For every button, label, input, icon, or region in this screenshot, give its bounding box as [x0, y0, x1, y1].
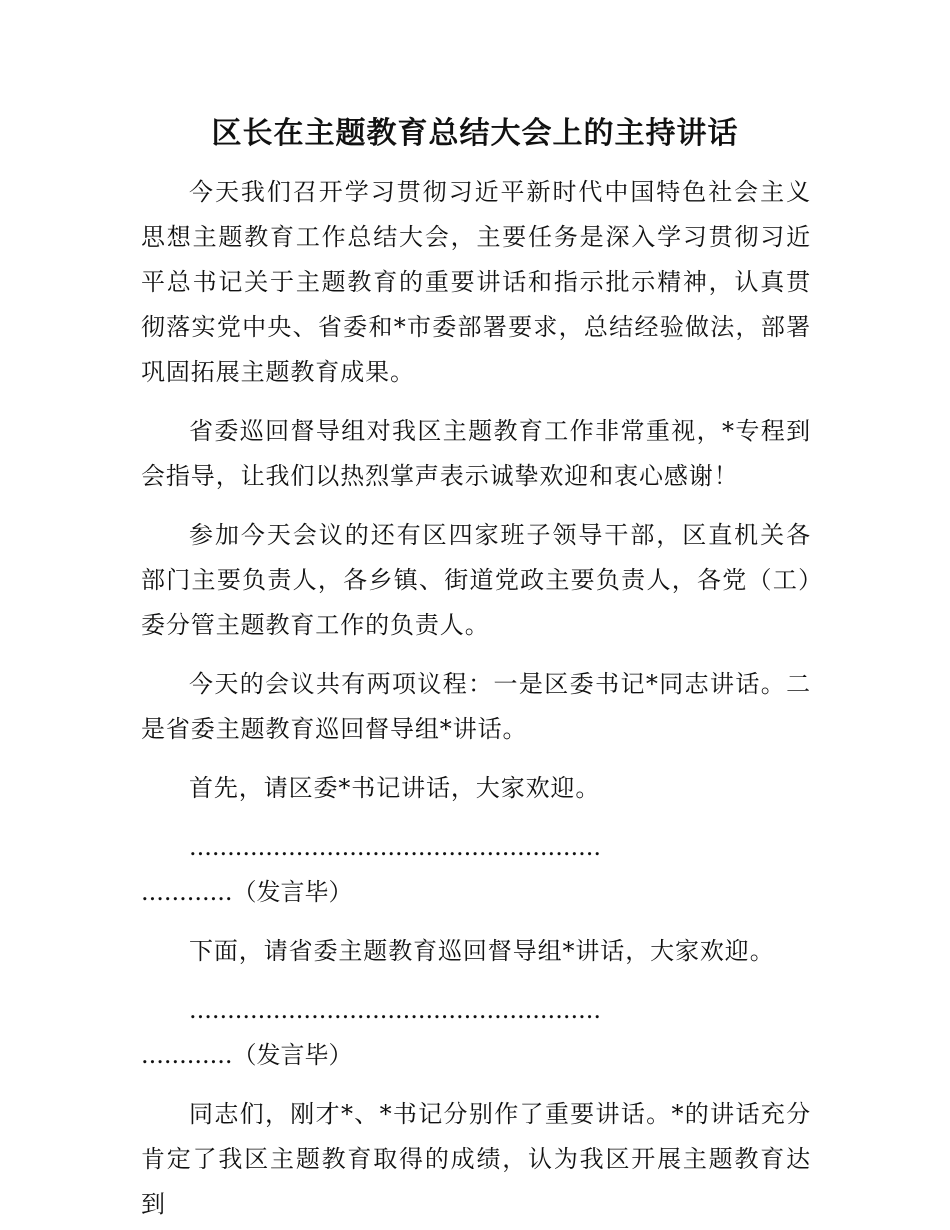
speech-end-note: ............（发言毕）: [141, 878, 353, 906]
document-body: [141, 170, 811, 1227]
speech-placeholder-1: [141, 825, 811, 915]
document-title: 区长在主题教育总结大会上的主持讲话: [211, 116, 739, 151]
speech-end-note: ............（发言毕）: [141, 1041, 353, 1069]
paragraph-second-speaker: 下面，请省委主题教育巡回督导组*讲话，大家欢迎。: [189, 937, 775, 965]
paragraph-summary: 同志们，刚才*、*书记分别作了重要讲话。*的讲话充分肯定了我区主题教育取得的成绩，认为我区开展主题教育达到: [141, 1100, 811, 1218]
dotted-line: ......................................................: [189, 996, 601, 1024]
paragraph-attendees: 参加今天会议的还有区四家班子领导干部，区直机关各部门主要负责人，各乡镇、街道党政主要负责人，各党（工）委分管主题教育工作的负责人。: [141, 521, 811, 639]
paragraph-first-speaker: 首先，请区委*书记讲话，大家欢迎。: [189, 774, 601, 802]
dotted-line: ......................................................: [189, 833, 601, 861]
paragraph-welcome-inspection-group: 省委巡回督导组对我区主题教育工作非常重视，*专程到会指导，让我们以热烈掌声表示诚挚欢迎和衷心感谢！: [141, 417, 811, 490]
paragraph-agenda: 今天的会议共有两项议程：一是区委书记*同志讲话。二是省委主题教育巡回督导组*讲话。: [141, 670, 811, 743]
paragraph-opening: 今天我们召开学习贯彻习近平新时代中国特色社会主义思想主题教育工作总结大会，主要任务是深入学习贯彻习近平总书记关于主题教育的重要讲话和指示批示精神，认真贯彻落实党中央、省委和*市委部署要求，总结经验做法，部署巩固拓展主题教育成果。: [141, 178, 811, 386]
speech-placeholder-2: [141, 988, 811, 1078]
